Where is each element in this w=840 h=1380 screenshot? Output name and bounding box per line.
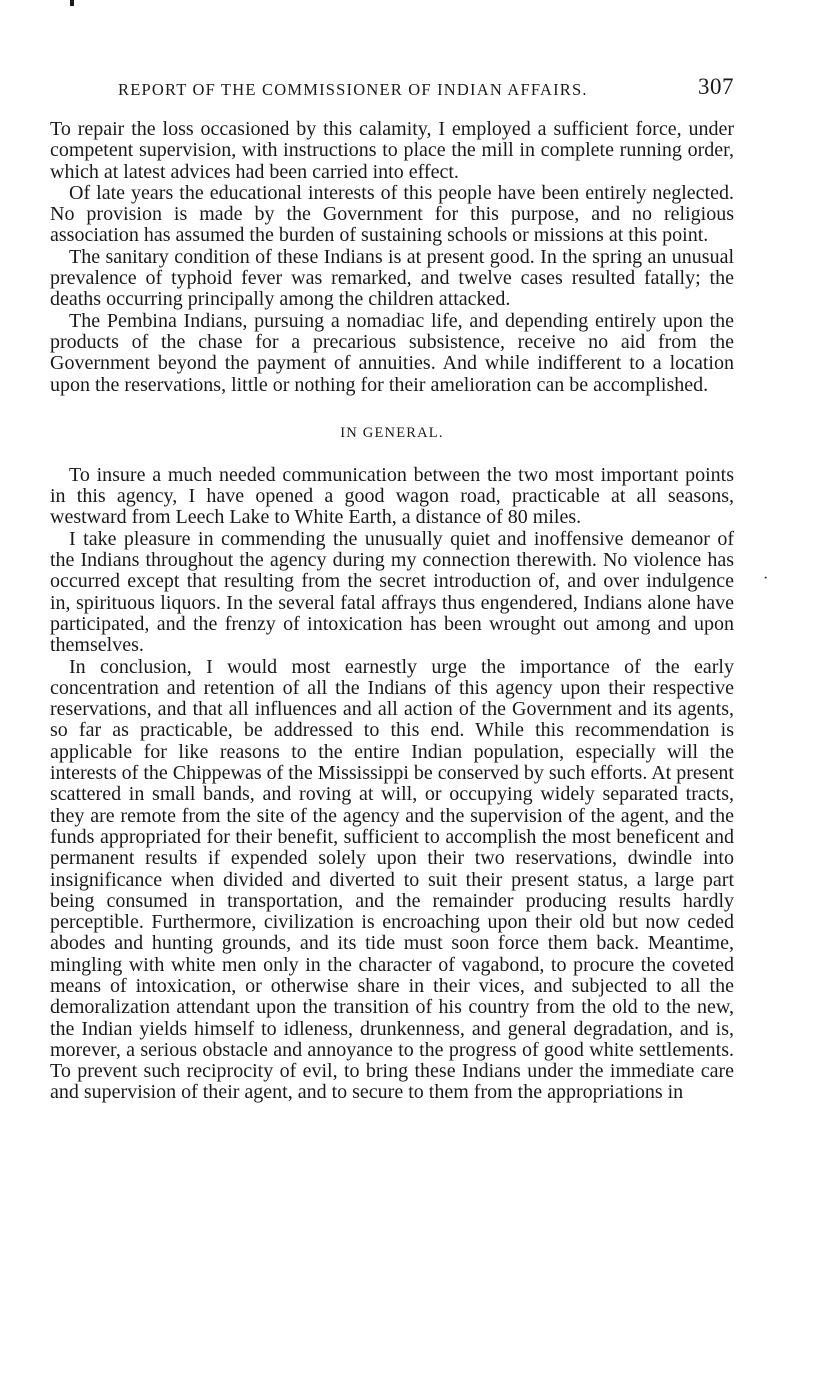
page-body — [50, 119, 734, 1104]
paragraph: To repair the loss occasioned by this calamity, I employed a sufficient force, under competent supervision, with instructions to place the mill in complete running order, which at latest advices had been carried into effect. — [50, 118, 734, 183]
paragraph: In conclusion, I would most earnestly urge the importance of the early concentration and retention of all the Indians of this agency upon their respective reservations, and that all influences and all action of the Government and its agents, so far as practicable, be addressed to this end. While this recommendation is applicable for like reasons to the entire Indian population, especially will the interests of the Chippewas of the Mississippi be conserved by such efforts. At present scattered in small bands, and roving at will, or occupying widely separated tracts, they are remote from the site of the agency and the supervision of the agent, and the funds appropriated for their benefit, sufficient to accomplish the most beneficent and permanent results if expended solely upon their two reservations, dwindle into insignificance when divided and diverted to suit their present status, a large part being consumed in transportation, and the remainder producing results hardly perceptible. Furthermore, civilization is encroaching upon their old but now ceded abodes and hunting grounds, and its tide must soon force them back. Meantime, mingling with white men only in the character of vagabond, to procure the coveted means of intoxication, or otherwise share in their vices, and subjected to all the demoralization attendant upon the transition of his country from the old to the new, the Indian yields himself to idleness, drunkenness, and general degradation, and is, morever, a serious obstacle and annoyance to the progress of good white settlements. To prevent such reciprocity of evil, to bring these Indians under the immediate care and supervision of their agent, and to secure to them from the appropriations in — [50, 655, 734, 1104]
margin-mark: · — [763, 570, 769, 587]
page-number: 307 — [698, 74, 734, 99]
paragraph: The sanitary condition of these Indians is at present good. In the spring an unusual prevalence of typhoid fever was remarked, and twelve cases resulted fatally; the deaths occurring principally among the children attacked. — [50, 245, 734, 311]
paragraph: I take pleasure in commending the unusually quiet and inoffensive demeanor of the Indians throughout the agency during my connection therewith. No violence has occurred except that resulting from the secret introduction of, and over indulgence in, spirituous liquors. In the several fatal affrays thus engendered, Indians alone have participated, and the frenzy of intoxication has been wrought out among and upon themselves. — [50, 527, 734, 657]
page-header — [50, 74, 734, 102]
paragraph: To insure a much needed communication between the two most important points in this agency, I have opened a good wagon road, practicable at all seasons, westward from Leech Lake to White Earth, a distance of 80 miles. — [50, 463, 734, 529]
running-head: REPORT OF THE COMMISSIONER OF INDIAN AFFAIRS. — [118, 80, 588, 99]
top-edge-mark — [70, 0, 74, 6]
paragraph: The Pembina Indians, pursuing a nomadiac life, and depending entirely upon the products of the chase for a precarious subsistence, receive no aid from the Government beyond the payment of annuities. And while indifferent to a location upon the reservations, little or nothing for their amelioration can be accomplished. — [50, 309, 734, 396]
section-heading: IN GENERAL. — [340, 424, 444, 441]
paragraph: Of late years the educational interests of this people have been entirely neglected. No provision is made by the Government for this purpose, and no religious association has assumed the burden of sustaining schools or missions at this point. — [50, 181, 734, 247]
